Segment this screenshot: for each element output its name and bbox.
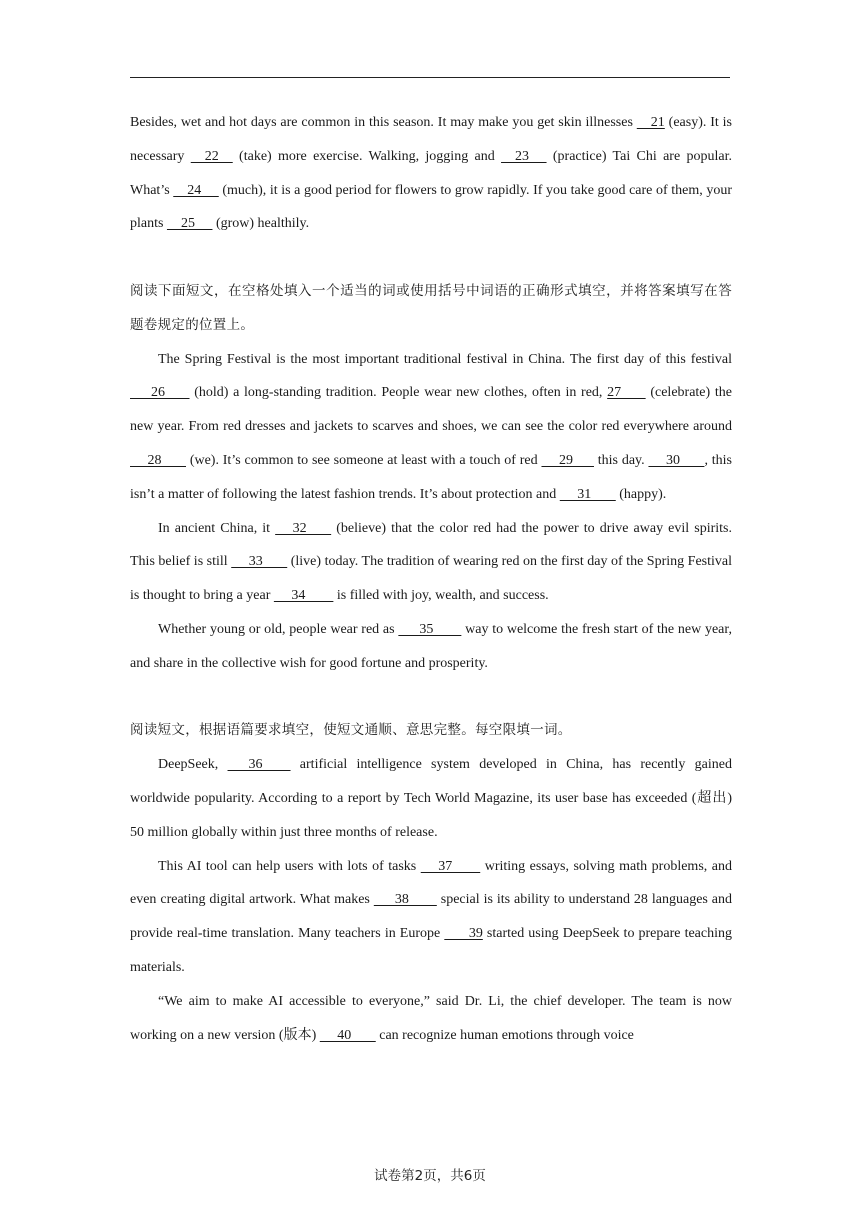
paragraph-text: The Spring Festival is the most important traditional festival in China. The first day of this festival bbox=[158, 351, 732, 367]
blank-23: 23 bbox=[501, 148, 547, 164]
paragraph-text: this day. bbox=[593, 452, 649, 468]
blank-25: 25 bbox=[166, 216, 213, 232]
blank-40: 40 bbox=[319, 1027, 376, 1043]
document-body bbox=[130, 106, 732, 1052]
blank-38: 38 bbox=[373, 892, 437, 908]
paragraph-text: is filled with joy, wealth, and success. bbox=[333, 588, 549, 604]
header-rule bbox=[130, 77, 730, 78]
paragraph-text: , this isn’t a matter of following the latest fashion trends. It’s about protection and bbox=[130, 452, 732, 502]
paragraph-text: (live) today. The tradition of wearing red on the first day of the Spring Festival is thought to bring a year bbox=[130, 554, 733, 604]
blank-33: 33 bbox=[231, 554, 288, 570]
passage-1-text: (grow) healthily. bbox=[212, 216, 310, 232]
section-3-paragraph-3 bbox=[130, 985, 732, 1053]
paragraph-text: way to welcome the fresh start of the new year, and share in the collective wish for good fortune and prosperity. bbox=[130, 621, 732, 671]
paragraph-text: In ancient China, it bbox=[158, 520, 276, 536]
paragraph-text: DeepSeek, bbox=[158, 757, 228, 773]
paragraph-text: special is its ability to understand 28 languages and provide real-time translation. Many teachers in Europe bbox=[130, 892, 733, 942]
section-spacer bbox=[130, 241, 732, 275]
blank-34: 34 bbox=[273, 588, 334, 604]
passage-1-text: (much), it is a good period for flowers to grow rapidly. If you take good care of them, your plants bbox=[130, 182, 732, 232]
blank-24: 24 bbox=[173, 182, 219, 198]
passage-1-text: (easy). It is necessary bbox=[130, 115, 732, 164]
section-2-paragraph-1 bbox=[130, 343, 732, 512]
blank-35: 35 bbox=[398, 621, 462, 637]
blank-31: 31 bbox=[559, 486, 616, 502]
paragraph-text: artificial intelligence system developed in China, has recently gained worldwide popularity. According to a report by Tech World Magazine, its user base has exceeded (超出) 50 million globally within just three months of release. bbox=[130, 757, 732, 840]
passage-1 bbox=[130, 106, 732, 241]
paragraph-text: (we). It’s common to see someone at least with a touch of red bbox=[186, 452, 542, 468]
passage-1-text: (take) more exercise. Walking, jogging and bbox=[232, 148, 502, 164]
paragraph-text: “We aim to make AI accessible to everyone,” said Dr. Li, the chief developer. The team is now working on a new version (版本) bbox=[130, 993, 732, 1043]
blank-39: 39 bbox=[444, 926, 483, 942]
section-2-paragraph-2 bbox=[130, 512, 732, 613]
blank-27: 27 bbox=[607, 385, 646, 401]
section-2-instruction: 阅读下面短文，在空格处填入一个适当的词或使用括号中词语的正确形式填空，并将答案填写在答题卷规定的位置上。 bbox=[130, 282, 732, 333]
blank-32: 32 bbox=[275, 520, 332, 536]
paragraph-text: can recognize human emotions through voice bbox=[375, 1027, 634, 1043]
paragraph-text: (hold) a long-standing tradition. People wear new clothes, often in red, bbox=[189, 385, 608, 401]
paragraph-text: Whether young or old, people wear red as bbox=[158, 621, 399, 637]
section-3-paragraph-2 bbox=[130, 850, 732, 985]
paragraph-text: (believe) that the color red had the power to drive away evil spirits. This belief is still bbox=[130, 520, 732, 570]
blank-21: 21 bbox=[636, 115, 665, 130]
section-3-paragraph-1 bbox=[130, 748, 732, 849]
blank-22: 22 bbox=[190, 148, 233, 164]
paragraph-text: (celebrate) the new year. From red dresses and jackets to scarves and shoes, we can see the color red everywhere around bbox=[130, 385, 732, 435]
paragraph-text: started using DeepSeek to prepare teaching materials. bbox=[130, 926, 732, 975]
blank-36: 36 bbox=[227, 757, 291, 773]
blank-29: 29 bbox=[541, 452, 594, 468]
section-spacer bbox=[130, 681, 732, 715]
paragraph-text: This AI tool can help users with lots of tasks bbox=[158, 858, 421, 874]
blank-37: 37 bbox=[420, 858, 481, 874]
blank-26: 26 bbox=[130, 385, 190, 401]
blank-30: 30 bbox=[648, 452, 705, 468]
blank-28: 28 bbox=[130, 452, 186, 468]
section-3-instruction: 阅读短文，根据语篇要求填空，使短文通顺、意思完整。每空限填一词。 bbox=[130, 722, 572, 739]
paragraph-text: (happy). bbox=[615, 486, 667, 502]
paragraph-text: writing essays, solving math problems, and even creating digital artwork. What makes bbox=[130, 858, 732, 908]
passage-1-text: (practice) Tai Chi are popular. What’s bbox=[130, 148, 732, 198]
section-2-paragraph-3 bbox=[130, 613, 732, 681]
passage-1-text: Besides, wet and hot days are common in this season. It may make you get skin illnesses bbox=[130, 115, 637, 130]
page-number: 试卷第2页，共6页 bbox=[374, 1168, 486, 1184]
